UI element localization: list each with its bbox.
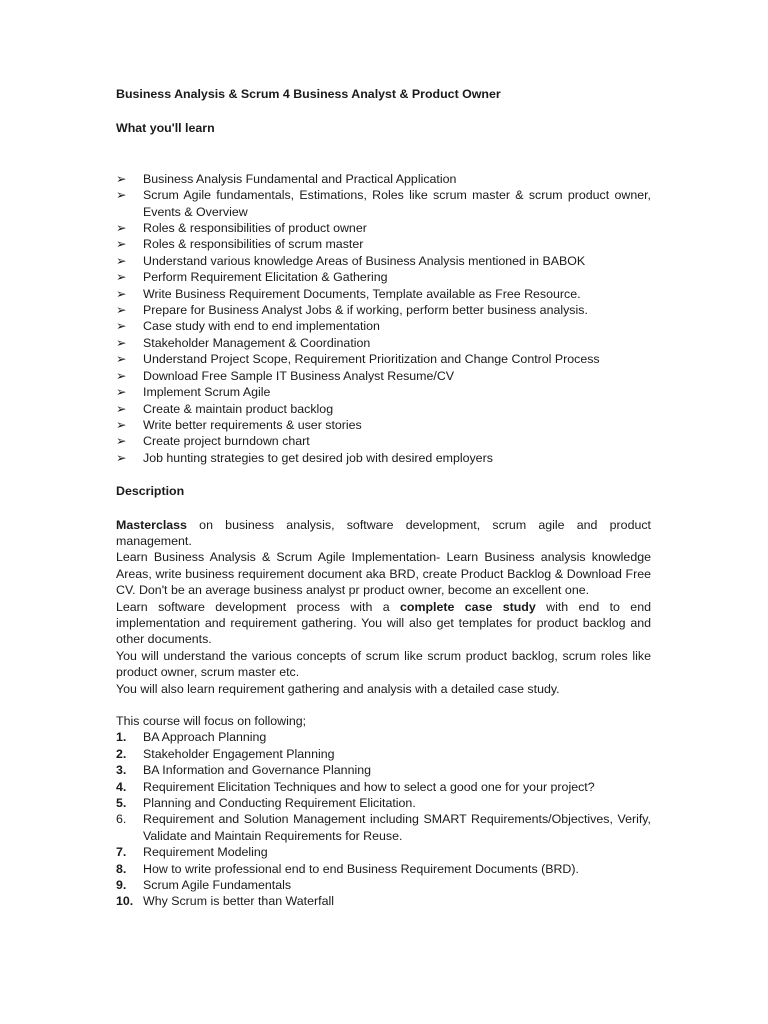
list-item — [116, 877, 651, 893]
list-item-text: How to write professional end to end Business Requirement Documents (BRD). — [143, 861, 579, 876]
list-item-text: Roles & responsibilities of product owner — [143, 221, 367, 236]
list-item-text: Roles & responsibilities of scrum master — [143, 237, 364, 252]
arrow-bullet-icon: ➢ — [116, 188, 127, 203]
description-paragraph: You will understand the various concepts of scrum like scrum product backlog, scrum roles like product owner, scrum master etc. — [116, 648, 651, 680]
list-item — [116, 762, 651, 778]
list-item — [116, 401, 651, 417]
masterclass-bold: Masterclass — [116, 517, 187, 532]
list-item-text: Scrum Agile fundamentals, Estimations, Roles like scrum master & scrum product owner, Events & Overview — [143, 188, 651, 219]
arrow-bullet-icon: ➢ — [116, 237, 127, 252]
list-item-text: Case study with end to end implementation — [143, 319, 380, 334]
list-item-text: Scrum Agile Fundamentals — [143, 878, 292, 893]
arrow-bullet-icon: ➢ — [116, 434, 127, 449]
arrow-bullet-icon: ➢ — [116, 450, 127, 465]
list-item — [116, 861, 651, 877]
description-heading: Description — [116, 484, 185, 499]
description-paragraph: Learn Business Analysis & Scrum Agile Implementation- Learn Business analysis knowledge Areas, write business requirement document aka BRD, create Product Backlog & Download Free CV. Don't be an average business analyst pr product owner, become an excellent one. — [116, 550, 651, 598]
item-number: 4. — [116, 779, 127, 794]
list-item — [116, 318, 651, 334]
arrow-bullet-icon: ➢ — [116, 303, 127, 318]
list-item — [116, 450, 651, 466]
list-item — [116, 269, 651, 285]
list-item — [116, 417, 651, 433]
description-paragraph: You will also learn requirement gathering and analysis with a detailed case study. — [116, 681, 560, 696]
item-number: 3. — [116, 763, 127, 778]
list-item — [116, 779, 651, 795]
document-title: Business Analysis & Scrum 4 Business Analyst & Product Owner — [116, 87, 501, 101]
list-item — [116, 729, 651, 745]
list-item — [116, 844, 651, 860]
paragraph-text: with end to end implementation and requirement gathering. You will also get templates for product backlog and other documents. — [116, 599, 651, 647]
item-number: 10. — [116, 894, 134, 909]
arrow-bullet-icon: ➢ — [116, 385, 127, 400]
item-number: 5. — [116, 796, 127, 811]
item-number: 6. — [116, 812, 127, 827]
list-item — [116, 335, 651, 351]
list-item-text: Implement Scrum Agile — [143, 385, 271, 400]
list-item-text: Download Free Sample IT Business Analyst Resume/CV — [143, 368, 455, 383]
list-item-text: Why Scrum is better than Waterfall — [143, 894, 334, 909]
list-item — [116, 351, 651, 367]
complete-case-study-bold: complete case study — [400, 599, 536, 614]
list-item-text: BA Approach Planning — [143, 730, 267, 745]
list-item-text: Create & maintain product backlog — [143, 401, 334, 416]
list-item — [116, 171, 651, 187]
paragraph-text: on business analysis, software development, scrum agile and product management. — [116, 517, 651, 548]
list-item-text: Write better requirements & user stories — [143, 417, 362, 432]
list-item-text: Requirement Elicitation Techniques and how to select a good one for your project? — [143, 779, 595, 794]
list-item — [116, 302, 651, 318]
description-body — [116, 517, 651, 697]
list-item-text: Job hunting strategies to get desired job with desired employers — [143, 450, 493, 465]
item-number: 7. — [116, 845, 127, 860]
arrow-bullet-icon: ➢ — [116, 368, 127, 383]
arrow-bullet-icon: ➢ — [116, 286, 127, 301]
description-paragraph — [116, 599, 651, 648]
list-item-text: Prepare for Business Analyst Jobs & if working, perform better business analysis. — [143, 303, 588, 318]
list-item-text: BA Information and Governance Planning — [143, 763, 371, 778]
list-item — [116, 893, 651, 909]
list-item — [116, 236, 651, 252]
list-item-text: Understand various knowledge Areas of Business Analysis mentioned in BABOK — [143, 253, 586, 268]
arrow-bullet-icon: ➢ — [116, 221, 127, 236]
arrow-bullet-icon: ➢ — [116, 352, 127, 367]
arrow-bullet-icon: ➢ — [116, 171, 127, 186]
item-number: 8. — [116, 861, 127, 876]
list-item-text: Perform Requirement Elicitation & Gathering — [143, 270, 388, 285]
arrow-bullet-icon: ➢ — [116, 417, 127, 432]
list-item-text: Stakeholder Management & Coordination — [143, 335, 371, 350]
list-item — [116, 220, 651, 236]
arrow-bullet-icon: ➢ — [116, 319, 127, 334]
list-item-text: Write Business Requirement Documents, Template available as Free Resource. — [143, 286, 581, 301]
item-number: 2. — [116, 746, 127, 761]
list-item — [116, 746, 651, 762]
list-item-text: Business Analysis Fundamental and Practical Application — [143, 171, 457, 186]
list-item-text: Requirement Modeling — [143, 845, 268, 860]
list-item — [116, 433, 651, 449]
list-item — [116, 286, 651, 302]
list-item-text: Planning and Conducting Requirement Elicitation. — [143, 796, 416, 811]
list-item — [116, 368, 651, 384]
arrow-bullet-icon: ➢ — [116, 270, 127, 285]
list-item-text: Requirement and Solution Management including SMART Requirements/Objectives, Verify, Validate and Maintain Requirements for Reuse. — [143, 812, 651, 843]
list-item — [116, 811, 651, 844]
learn-heading: What you'll learn — [116, 121, 215, 136]
list-item — [116, 187, 651, 220]
item-number: 1. — [116, 730, 127, 745]
list-item-text: Create project burndown chart — [143, 434, 310, 449]
list-item — [116, 384, 651, 400]
document-page — [116, 86, 651, 910]
item-number: 9. — [116, 878, 127, 893]
description-paragraph — [116, 517, 651, 550]
list-item — [116, 253, 651, 269]
list-item — [116, 795, 651, 811]
list-item-text: Understand Project Scope, Requirement Prioritization and Change Control Process — [143, 352, 600, 367]
focus-intro: This course will focus on following; — [116, 714, 307, 728]
list-item-text: Stakeholder Engagement Planning — [143, 746, 335, 761]
arrow-bullet-icon: ➢ — [116, 335, 127, 350]
arrow-bullet-icon: ➢ — [116, 253, 127, 268]
arrow-bullet-icon: ➢ — [116, 401, 127, 416]
focus-list — [116, 729, 651, 909]
paragraph-text: Learn software development process with a — [116, 599, 401, 614]
learn-list — [116, 171, 651, 466]
